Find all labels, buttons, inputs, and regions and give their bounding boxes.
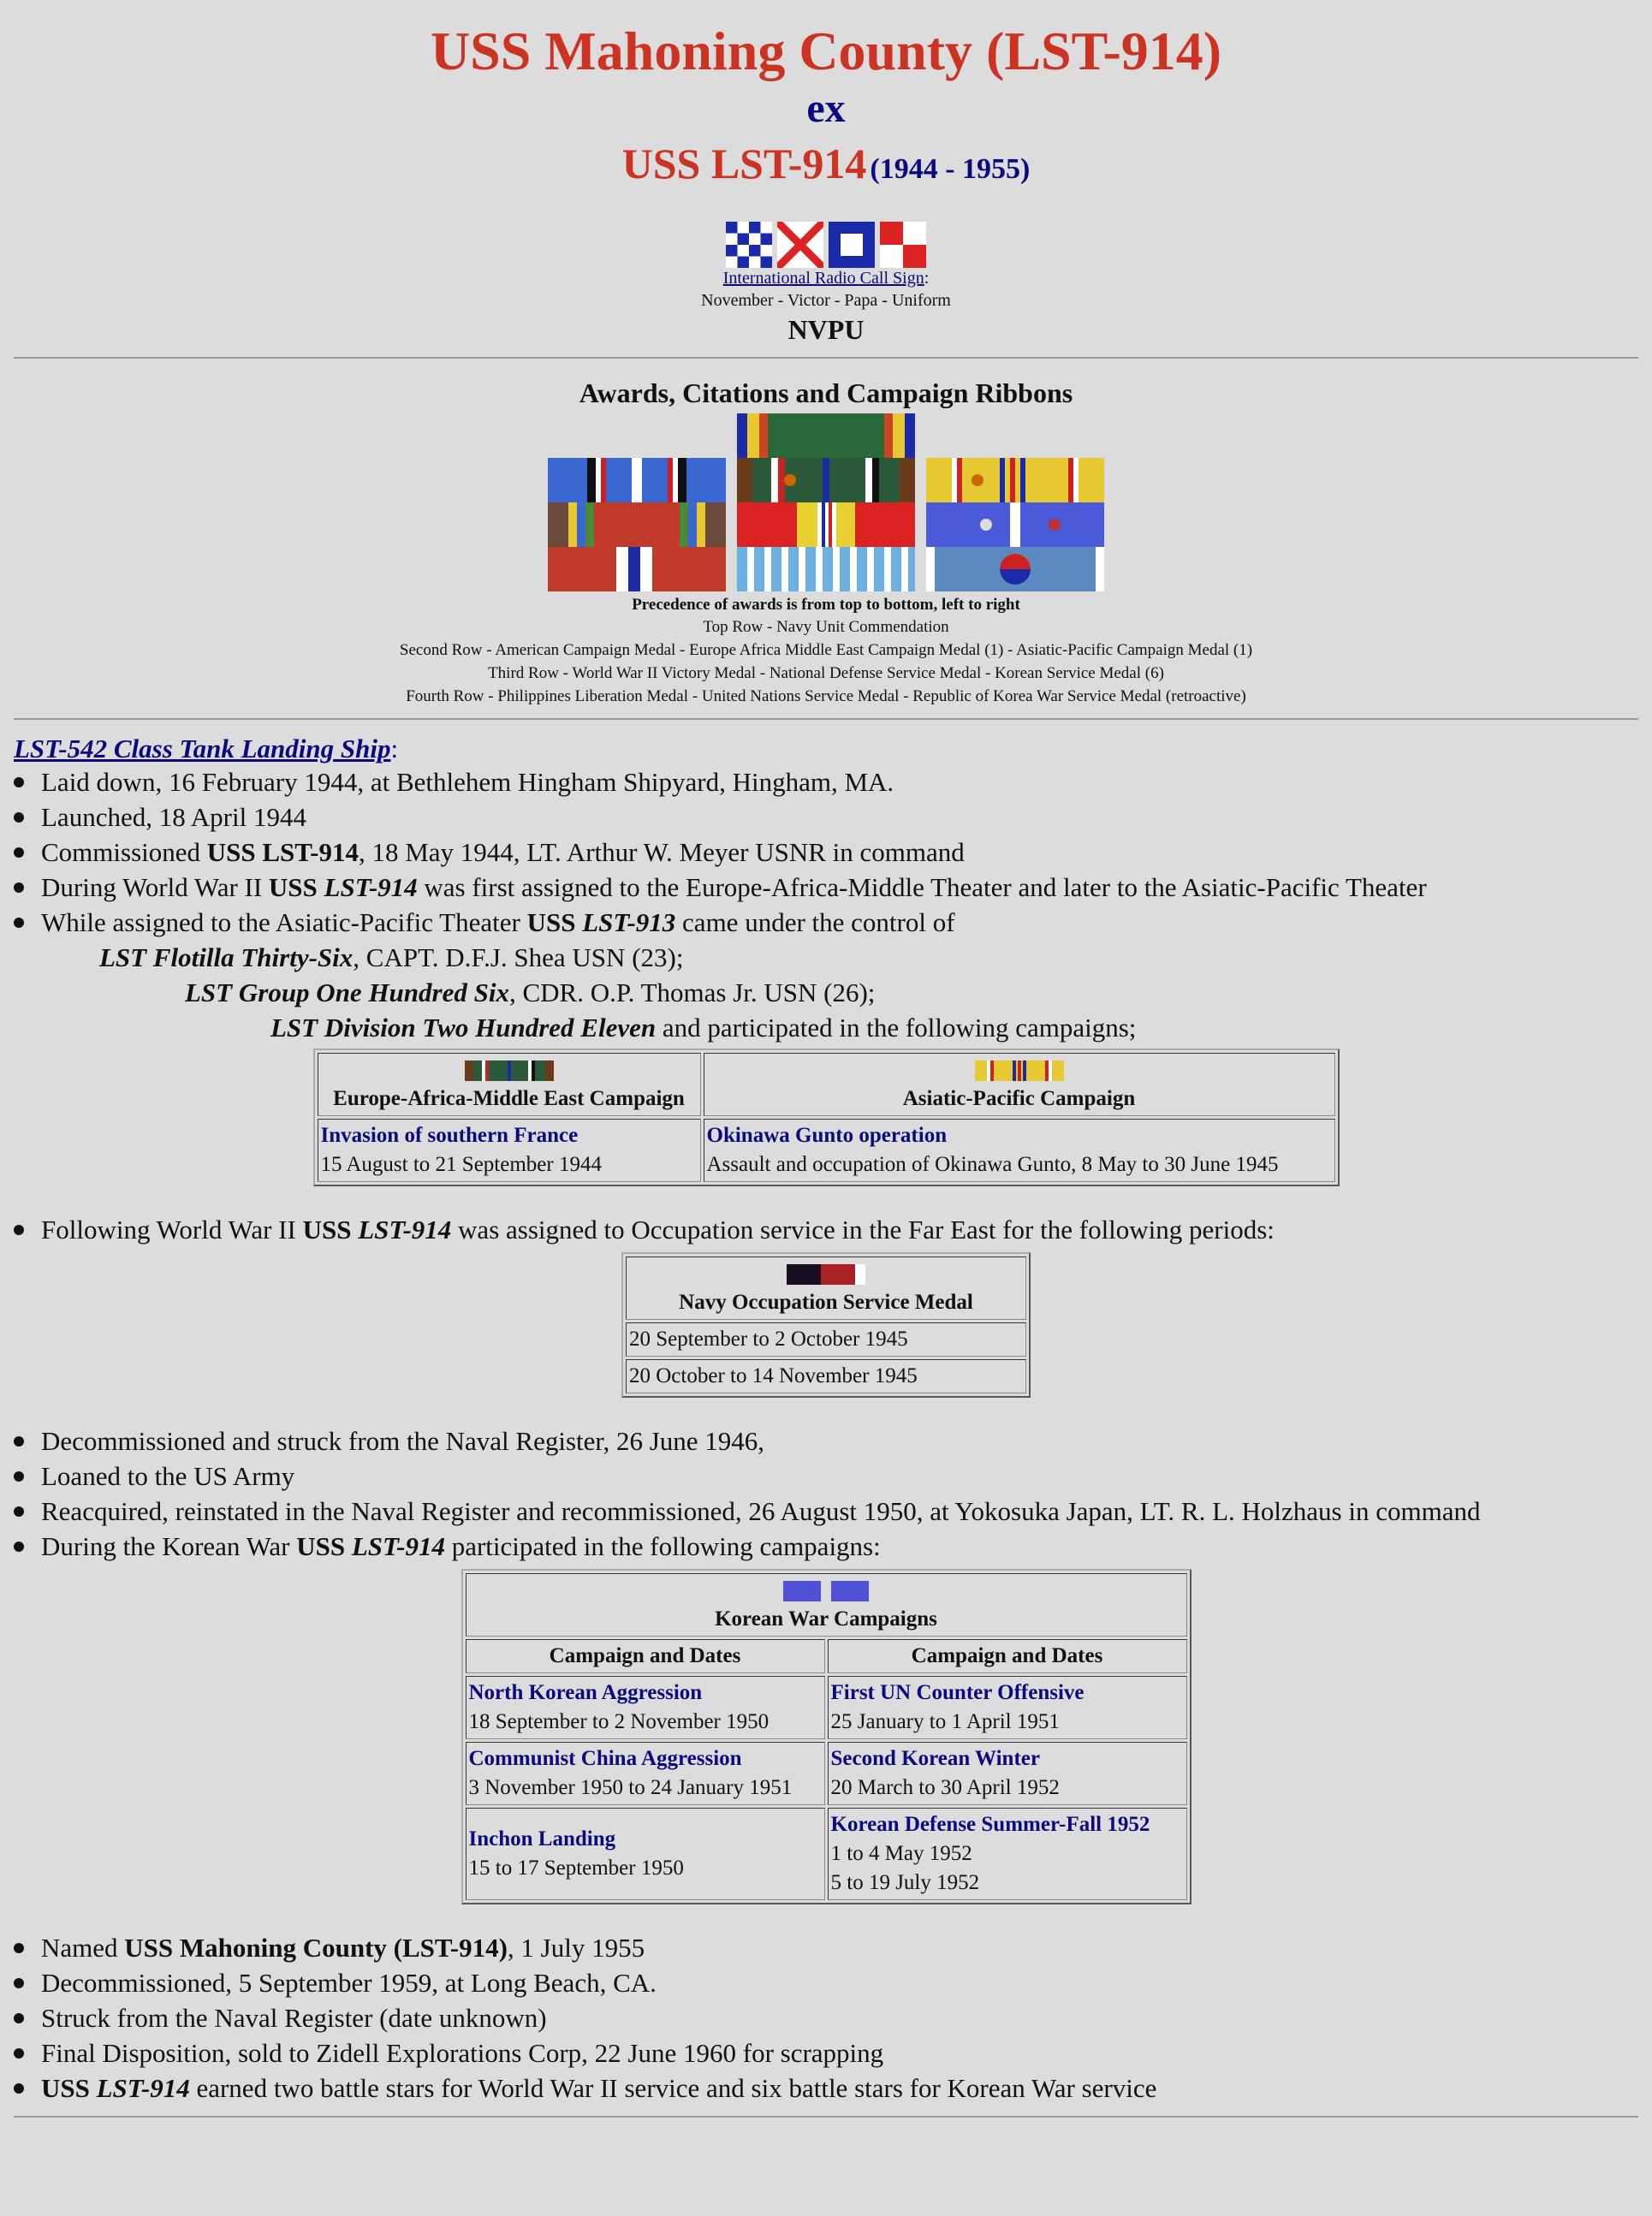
former-name-line — [0, 134, 1652, 205]
ex-label: ex — [806, 86, 846, 131]
award-row-3: Third Row - World War II Victory Medal - National Defense Service Medal - Korean Service Medal (6) — [488, 664, 1164, 682]
occupation-period: 20 September to 2 October 1945 — [626, 1322, 1026, 1357]
occupation-header: Navy Occupation Service Medal — [626, 1257, 1026, 1320]
national-defense-ribbon — [737, 502, 915, 547]
ship-class-link[interactable]: LST-542 Class Tank Landing Ship — [14, 734, 391, 763]
asiatic-pacific-cell — [704, 1119, 1335, 1182]
american-campaign-ribbon — [548, 458, 726, 502]
ribbon-rack — [548, 413, 1104, 593]
victor-flag-icon — [777, 222, 823, 268]
asiatic-pacific-ribbon-icon — [975, 1060, 1064, 1081]
november-flag-icon — [726, 222, 772, 268]
former-name: USS LST-914 — [621, 140, 867, 187]
ww2-victory-ribbon — [548, 502, 726, 547]
callsign-block — [0, 268, 1652, 347]
list-item: Final Disposition, sold to Zidell Explorations Corp, 22 June 1960 for scrapping — [14, 2035, 1638, 2070]
korea-war-service-ribbon — [926, 547, 1104, 591]
group-line: LST Group One Hundred Six, CDR. O.P. Thomas Jr. USN (26); — [185, 977, 876, 1007]
ww2-campaigns-table — [313, 1049, 1340, 1186]
flotilla-line: LST Flotilla Thirty-Six, CAPT. D.F.J. Shea USN (23); — [99, 942, 684, 972]
page-header — [0, 0, 1652, 205]
callsign-letters: NVPU — [787, 314, 865, 345]
award-row-4: Fourth Row - Philippines Liberation Medal - United Nations Service Medal - Republic of Korea War Service Medal (retroactive) — [406, 687, 1246, 705]
list-item: During the Korean War USS LST-914 participated in the following campaigns: — [14, 1529, 1638, 1564]
eame-ribbon-icon — [465, 1060, 554, 1081]
division-line: LST Division Two Hundred Eleven and participated in the following campaigns; — [270, 1013, 1137, 1043]
uniform-flag-icon — [880, 222, 926, 268]
list-item: While assigned to the Asiatic-Pacific Theater USS LST-913 came under the control of — [14, 905, 1638, 940]
korean-service-ribbon — [926, 502, 1104, 547]
list-item: Loaned to the US Army — [14, 1459, 1638, 1494]
callsign-colon: : — [924, 269, 930, 288]
korean-campaigns-table — [461, 1569, 1191, 1904]
service-years: (1944 - 1955) — [870, 153, 1031, 185]
campaign-name: Invasion of southern France — [320, 1124, 579, 1147]
list-item: Decommissioned, 5 September 1959, at Long Beach, CA. — [14, 1965, 1638, 2000]
philippines-liberation-ribbon — [548, 547, 726, 591]
campaign-name: Okinawa Gunto operation — [706, 1124, 948, 1147]
campaign-cell: North Korean Aggression 18 September to 2 November 1950 — [466, 1676, 825, 1739]
history-list-3 — [14, 1930, 1638, 2106]
list-item: Struck from the Naval Register (date unknown) — [14, 2000, 1638, 2035]
list-item: Commissioned USS LST-914, 18 May 1944, LT. Arthur W. Meyer USNR in command — [14, 835, 1638, 870]
signal-flags — [0, 222, 1652, 268]
list-item: Named USS Mahoning County (LST-914), 1 July 1955 — [14, 1930, 1638, 1965]
divider — [14, 2116, 1638, 2118]
campaign-cell: First UN Counter Offensive 25 January to 1 April 1951 — [828, 1676, 1187, 1739]
europe-africa-middle-east-ribbon — [737, 458, 915, 502]
campaign-cell: Communist China Aggression 3 November 1950 to 24 January 1951 — [466, 1742, 825, 1805]
award-row-2: Second Row - American Campaign Medal - Europe Africa Middle East Campaign Medal (1) - Asiatic-Pacific Campaign Medal (1) — [399, 641, 1253, 659]
column-header: Campaign and Dates — [828, 1639, 1187, 1673]
divider — [14, 357, 1638, 359]
history-list-1 — [14, 764, 1638, 940]
list-item: During World War II USS LST-914 was first assigned to the Europe-Africa-Middle Theater and later to the Asiatic-Pacific Theater — [14, 870, 1638, 905]
ship-history — [0, 720, 1652, 2106]
list-item: Launched, 18 April 1944 — [14, 799, 1638, 835]
award-row-1: Top Row - Navy Unit Commendation — [703, 618, 949, 636]
campaign-cell: Inchon Landing 15 to 17 September 1950 — [466, 1808, 825, 1900]
awards-section — [0, 376, 1652, 708]
list-item: Following World War II USS LST-914 was assigned to Occupation service in the Far East for the following periods: — [14, 1212, 1638, 1247]
campaign-dates: Assault and occupation of Okinawa Gunto, 8 May to 30 June 1945 — [706, 1153, 1279, 1176]
papa-flag-icon — [829, 222, 875, 268]
history-list-2 — [14, 1423, 1638, 1564]
callsign-words: November - Victor - Papa - Uniform — [701, 291, 951, 310]
korean-service-ribbon-icon — [783, 1581, 869, 1601]
eame-campaign-header: Europe-Africa-Middle East Campaign — [318, 1053, 701, 1116]
occupation-period: 20 October to 14 November 1945 — [626, 1359, 1026, 1393]
page-title: USS Mahoning County (LST-914) — [430, 21, 1222, 81]
asiatic-pacific-ribbon — [926, 458, 1104, 502]
navy-unit-commendation-ribbon — [737, 413, 915, 458]
campaign-cell: Korean Defense Summer-Fall 1952 1 to 4 May 1952 5 to 19 July 1952 — [828, 1808, 1187, 1900]
list-item: Decommissioned and struck from the Naval Register, 26 June 1946, — [14, 1423, 1638, 1459]
korean-campaigns-header: Korean War Campaigns — [466, 1573, 1187, 1637]
eame-campaign-cell — [318, 1119, 701, 1182]
asiatic-pacific-header: Asiatic-Pacific Campaign — [704, 1053, 1335, 1116]
list-item: USS LST-914 earned two battle stars for World War II service and six battle stars for Korean War service — [14, 2070, 1638, 2106]
column-header: Campaign and Dates — [466, 1639, 825, 1673]
list-item: Reacquired, reinstated in the Naval Register and recommissioned, 26 August 1950, at Yokosuka Japan, LT. R. L. Holzhaus in command — [14, 1494, 1638, 1529]
occupation-table — [621, 1252, 1031, 1398]
occupation-ribbon-icon — [787, 1264, 865, 1285]
awards-heading: Awards, Citations and Campaign Ribbons — [579, 377, 1073, 408]
radio-call-sign-link[interactable]: International Radio Call Sign — [722, 269, 924, 288]
precedence-note: Precedence of awards is from top to bottom, left to right — [632, 596, 1020, 614]
occupation-list — [14, 1212, 1638, 1247]
campaign-cell: Second Korean Winter 20 March to 30 April 1952 — [828, 1742, 1187, 1805]
ship-class-colon: : — [390, 734, 399, 763]
campaign-dates: 15 August to 21 September 1944 — [320, 1153, 602, 1176]
united-nations-service-ribbon — [737, 547, 915, 591]
list-item: Laid down, 16 February 1944, at Bethlehem Hingham Shipyard, Hingham, MA. — [14, 764, 1638, 799]
